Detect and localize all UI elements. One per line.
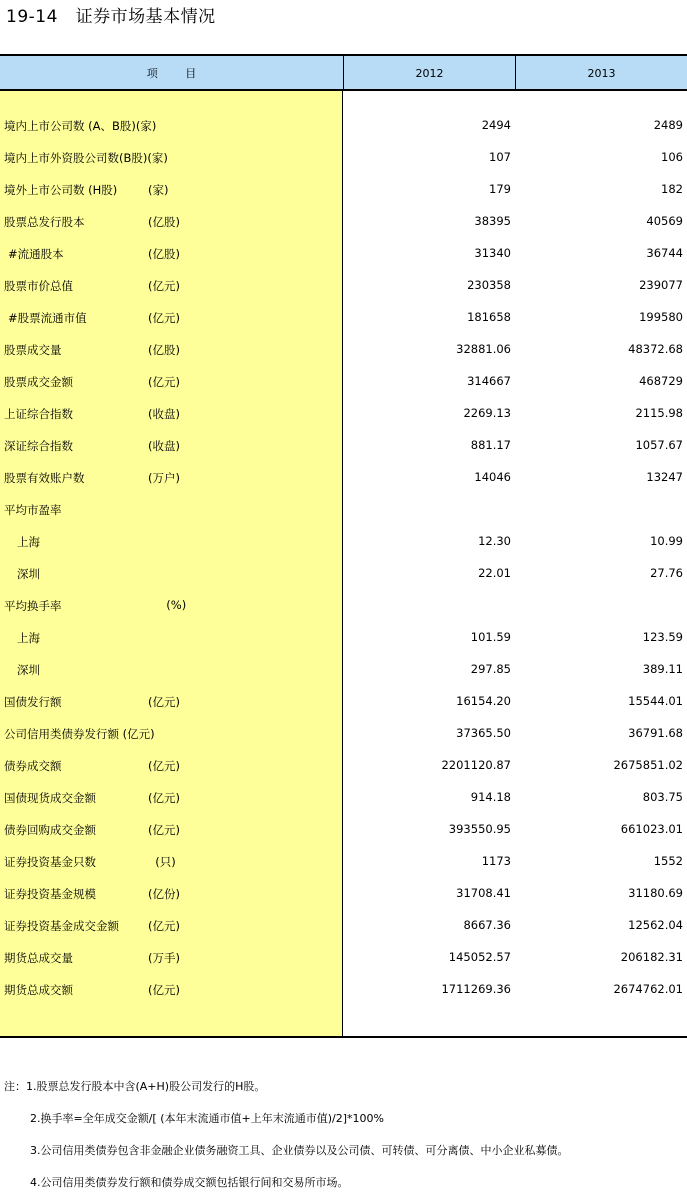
table-row xyxy=(0,719,687,751)
row-label: 上海 xyxy=(17,631,40,645)
value-2012: 881.17 xyxy=(470,438,511,452)
row-unit: (亿元) xyxy=(148,695,180,709)
table-row xyxy=(0,815,687,847)
row-label: 债券回购成交金额 xyxy=(4,823,96,837)
table-row xyxy=(0,655,687,687)
value-2013: 2674762.01 xyxy=(613,982,683,996)
value-2012: 179 xyxy=(489,182,511,196)
value-2012: 16154.20 xyxy=(456,694,511,708)
value-2013: 661023.01 xyxy=(620,822,683,836)
value-2012: 8667.36 xyxy=(463,918,511,932)
row-label: 上海 xyxy=(17,535,40,549)
table-row xyxy=(0,463,687,495)
value-2012: 38395 xyxy=(474,214,511,228)
table-row xyxy=(0,591,687,623)
row-label: 境内上市公司数 (A、B股)(家) xyxy=(4,119,157,133)
row-unit: (收盘) xyxy=(148,439,180,453)
table-row xyxy=(0,431,687,463)
row-unit: (亿元) xyxy=(148,791,180,805)
row-label: 上证综合指数 xyxy=(4,407,73,421)
value-2013: 2489 xyxy=(653,118,683,132)
row-unit: (收盘) xyxy=(148,407,180,421)
value-2013: 182 xyxy=(661,182,683,196)
footnote-2: 2.换手率=全年成交金额/[ (本年末流通市值+上年末流通市值)/2]*100% xyxy=(30,1112,384,1125)
footnote-1: 注：1.股票总发行股本中含(A+H)股公司发行的H股。 xyxy=(4,1080,266,1093)
row-unit: (亿股) xyxy=(148,343,180,357)
row-unit: (亿元) xyxy=(148,311,180,325)
value-2013: 106 xyxy=(661,150,683,164)
row-label: 平均换手率 xyxy=(4,599,62,613)
table-row xyxy=(0,335,687,367)
value-2013: 123.59 xyxy=(642,630,683,644)
row-unit: (只) xyxy=(148,855,176,869)
table-row xyxy=(0,207,687,239)
table-row xyxy=(0,111,687,143)
table-row xyxy=(0,271,687,303)
row-label: 平均市盈率 xyxy=(4,503,62,517)
row-label: 境内上市外资股公司数(B股)(家) xyxy=(4,151,168,165)
row-label: 股票市价总值 xyxy=(4,279,73,293)
value-2012: 2494 xyxy=(481,118,511,132)
row-label: 国债现货成交金额 xyxy=(4,791,96,805)
value-2012: 14046 xyxy=(474,470,511,484)
row-label: 公司信用类债券发行额 (亿元) xyxy=(4,727,155,741)
value-2012: 37365.50 xyxy=(456,726,511,740)
row-label: 股票总发行股本 xyxy=(4,215,85,229)
table-body xyxy=(0,111,687,1007)
table-row xyxy=(0,687,687,719)
table-row xyxy=(0,175,687,207)
row-unit: (亿元) xyxy=(148,983,180,997)
value-2013: 206182.31 xyxy=(620,950,683,964)
value-2013: 31180.69 xyxy=(628,886,683,900)
value-2012: 107 xyxy=(489,150,511,164)
table-row xyxy=(0,847,687,879)
table-row xyxy=(0,239,687,271)
value-2013: 48372.68 xyxy=(628,342,683,356)
table-row xyxy=(0,975,687,1007)
row-label: 股票成交金额 xyxy=(4,375,73,389)
value-2012: 297.85 xyxy=(470,662,511,676)
table-row xyxy=(0,527,687,559)
value-2012: 101.59 xyxy=(470,630,511,644)
value-2012: 2201120.87 xyxy=(441,758,511,772)
value-2012: 314667 xyxy=(467,374,511,388)
row-unit: (万户) xyxy=(148,471,180,485)
table-row xyxy=(0,399,687,431)
row-label: 深证综合指数 xyxy=(4,439,73,453)
value-2013: 36791.68 xyxy=(628,726,683,740)
value-2013: 2675851.02 xyxy=(613,758,683,772)
value-2013: 15544.01 xyxy=(628,694,683,708)
table-row xyxy=(0,783,687,815)
row-label: 股票成交量 xyxy=(4,343,62,357)
row-label: #股票流通市值 xyxy=(8,311,87,325)
table-row xyxy=(0,559,687,591)
table-bottom-border xyxy=(0,1036,687,1038)
row-unit: (亿元) xyxy=(148,375,180,389)
value-2012: 393550.95 xyxy=(448,822,511,836)
value-2013: 468729 xyxy=(639,374,683,388)
column-header-item: 项 目 xyxy=(0,54,343,90)
value-2013: 1552 xyxy=(653,854,683,868)
value-2012: 230358 xyxy=(467,278,511,292)
value-2013: 239077 xyxy=(639,278,683,292)
row-label: 深圳 xyxy=(17,567,40,581)
value-2012: 1711269.36 xyxy=(441,982,511,996)
value-2012: 1173 xyxy=(481,854,511,868)
value-2012: 914.18 xyxy=(470,790,511,804)
value-2013: 40569 xyxy=(646,214,683,228)
value-2013: 13247 xyxy=(646,470,683,484)
table-row xyxy=(0,751,687,783)
table-row xyxy=(0,879,687,911)
row-label: 证券投资基金只数 xyxy=(4,855,96,869)
value-2012: 31708.41 xyxy=(456,886,511,900)
table-row xyxy=(0,623,687,655)
column-header-2013: 2013 xyxy=(515,54,687,90)
value-2013: 27.76 xyxy=(650,566,683,580)
row-unit: (亿元) xyxy=(148,919,180,933)
row-label: 期货总成交量 xyxy=(4,951,73,965)
row-label: #流通股本 xyxy=(8,247,64,261)
table-row xyxy=(0,495,687,527)
table-row xyxy=(0,911,687,943)
row-unit: (万手) xyxy=(148,951,180,965)
value-2013: 803.75 xyxy=(642,790,683,804)
table-row xyxy=(0,367,687,399)
row-label: 国债发行额 xyxy=(4,695,62,709)
value-2012: 2269.13 xyxy=(463,406,511,420)
value-2012: 145052.57 xyxy=(448,950,511,964)
row-unit: (家) xyxy=(148,183,169,197)
row-unit: (亿元) xyxy=(148,279,180,293)
row-label: 境外上市公司数 (H股) xyxy=(4,183,118,197)
value-2013: 12562.04 xyxy=(628,918,683,932)
row-label: 股票有效账户数 xyxy=(4,471,85,485)
value-2012: 31340 xyxy=(474,246,511,260)
row-label: 期货总成交额 xyxy=(4,983,73,997)
value-2012: 181658 xyxy=(467,310,511,324)
footnote-3: 3.公司信用类债券包含非金融企业债务融资工具、企业债券以及公司债、可转债、可分离债、中小企业私募债。 xyxy=(30,1144,569,1157)
value-2013: 199580 xyxy=(639,310,683,324)
value-2012: 32881.06 xyxy=(456,342,511,356)
value-2013: 389.11 xyxy=(642,662,683,676)
row-label: 证券投资基金规模 xyxy=(4,887,96,901)
value-2013: 10.99 xyxy=(650,534,683,548)
value-2012: 22.01 xyxy=(478,566,511,580)
value-2013: 2115.98 xyxy=(635,406,683,420)
value-2013: 36744 xyxy=(646,246,683,260)
footnote-4: 4.公司信用类债券发行额和债券成交额包括银行间和交易所市场。 xyxy=(30,1176,349,1189)
table-row xyxy=(0,143,687,175)
row-unit: (亿元) xyxy=(148,759,180,773)
value-2012: 12.30 xyxy=(478,534,511,548)
row-label: 债券成交额 xyxy=(4,759,62,773)
row-unit: (亿股) xyxy=(148,215,180,229)
table-row xyxy=(0,943,687,975)
row-unit: (亿份) xyxy=(148,887,180,901)
column-header-2012: 2012 xyxy=(343,54,515,90)
row-label: 证券投资基金成交金额 xyxy=(4,919,119,933)
row-unit: (亿股) xyxy=(148,247,180,261)
value-2013: 1057.67 xyxy=(635,438,683,452)
table-row xyxy=(0,303,687,335)
page-title: 19-14 证券市场基本情况 xyxy=(6,7,216,27)
row-unit: (%) xyxy=(148,598,187,612)
row-label: 深圳 xyxy=(17,663,40,677)
row-unit: (亿元) xyxy=(148,823,180,837)
